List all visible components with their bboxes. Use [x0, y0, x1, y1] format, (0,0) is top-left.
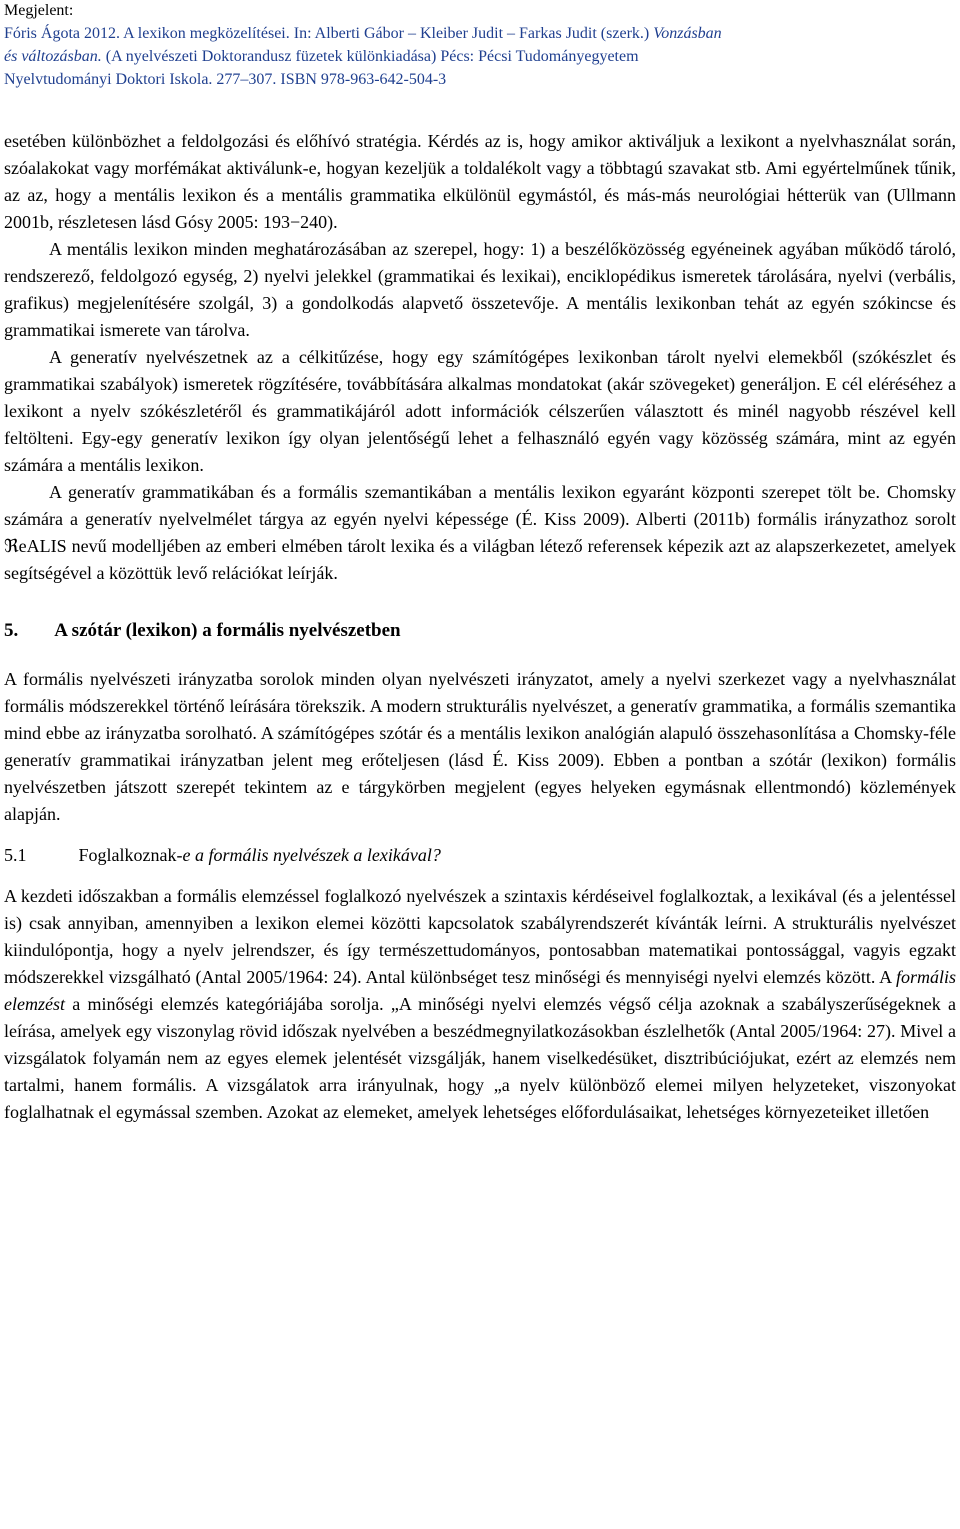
paragraph: esetében különbözhet a feldolgozási és előhívó stratégia. Kérdés az is, hogy amikor aktiváljuk a lexikont a nyelvhasználat során, szóalakokat vagy morfémákat aktiválunk-e, hogyan kezeljük a toldalékolt vagy a többtagú szavakat stb. Ami egyértelműnek tűnik, az az, hogy a mentális lexikon és a mentális grammatika elkülönül egymástól, és más-más neurológiai hétterük van (Ullmann 2001b, részletesen lásd Gósy 2005: 193−240).: [4, 131, 956, 232]
subsection-number: 5.1: [4, 845, 27, 865]
header-label: Megjelent:: [4, 2, 74, 19]
section-number: 5.: [4, 620, 19, 641]
citation-text: (A nyelvészeti Doktorandusz füzetek különkiadása) Pécs: Pécsi Tudományegyetem: [101, 48, 639, 65]
paragraph: A formális nyelvészeti irányzatba sorolok minden olyan nyelvészeti irányzatot, amely a nyelvi szerkezet vagy a nyelvhasználat formális módszerekkel történő leírására törekszik. A modern strukturális nyelvészet, a generatív grammatika, a formális szemantika mind ebbe az irányzatba sorolható. A számítógépes szótár és a mentális lexikon analógián alapuló összehasonlítása a Chomsky-féle generatív grammatikai irányzatban jelent meg erőteljesen (lásd É. Kiss 2009). Ebben a pontban a szótár (lexikon) formális nyelvészetben játszott szerepét tekintem az e tárgykörben megjelent (egyes helyeken egymásnak ellentmondó) közlemények alapján.: [4, 669, 956, 824]
subsection-title-italic: e a formális nyelvészek a lexikával?: [182, 845, 441, 865]
header-citation-line-3: Nyelvtudományi Doktori Iskola. 277–307. ISBN 978-963-642-504-3: [4, 71, 447, 88]
citation-italic-title: és változásban.: [4, 48, 102, 65]
paragraph-text: A kezdeti időszakban a formális elemzéssel foglalkozó nyelvészek a szintaxis kérdéseivel foglalkoztak, a lexikával (és a jelentéssel is) csak annyiban, amennyiben a lexikon elemei közötti kapcsolatok szabályrendszerét kívánták leírni. A strukturális nyelvészet kiindulópontja, hogy a nyelv jelrendszer, és így természettudományos, pontosabban matematikai pontossággal, vagyis egzakt módszerekkel vizsgálható (Antal 2005/1964: 24). Antal különbséget tesz minőségi és mennyiségi nyelvi elemzés között. A: [4, 886, 956, 987]
spacer: [4, 587, 956, 617]
citation-text: Fóris Ágota 2012. A lexikon megközelítései. In: Alberti Gábor – Kleiber Judit – Farkas Judit (szerk.): [4, 25, 654, 42]
spacer: [4, 828, 956, 842]
spacer: [4, 644, 956, 666]
document-body: [4, 128, 956, 1126]
publication-header: [0, 0, 960, 98]
paragraph: A generatív nyelvészetnek az a célkitűzése, hogy egy számítógépes lexikonban tárolt nyelvi elemekből (szókészlet és grammatikai szabályok) ismeretek rögzítésére, továbbítására alkalmas mondatokat (akár szövegeket) generáljon. E cél eléréséhez a lexikont a nyelv szókészletéről és grammatikájáról adott információk célszerűen választott és minél nagyobb részével kell feltölteni. Egy-egy generatív lexikon így olyan jelentőségű lehet a felhasználó egyén vagy közösség számára, mint az egyén számára a mentális lexikon.: [4, 347, 956, 475]
header-citation-line-1: [4, 23, 956, 45]
paragraph: [4, 883, 956, 1126]
subsection-title: Foglalkoznak-: [78, 845, 183, 865]
section-heading: [4, 617, 956, 644]
paragraph-italic-term: formális elemzést: [4, 967, 956, 1014]
paragraph-text: a minőségi elemzés kategóriájába sorolja. „A minőségi nyelvi elemzés végső célja azoknak a szabályszerűségeknek a leírása, amelyek egy viszonylag rövid időszak nyelvében a beszédmegnyilatkozásokban észlelhetők (Antal 2005/1964: 27). Mivel a vizsgálatok folyamán nem az egyes elemek jelentését vizsgálják, hanem viselkedésüket, disztribúciójukat, ezért az elemzés nem tartalmi, hanem formális. A vizsgálatok arra irányulnak, hogy „a nyelv különböző elemei milyen helyzeteket, viszonyokat foglalhatnak el egymással szemben. Azokat az elemeket, amelyek lehetséges előfordulásaikat, lehetséges környezeteiket illetően: [4, 994, 956, 1122]
paragraph: A mentális lexikon minden meghatározásában az szerepel, hogy: 1) a beszélőközösség egyéneinek agyában működő tároló, rendszerező, feldolgozó egység, 2) nyelvi jelekkel (grammatikai és lexikai), enciklopédikus ismeretek tárolására, nyelvi (verbális, grafikus) megjelenítésére szolgál, 3) a gondolkodás alapvető összetevője. A mentális lexikonban tehát az egyén szókincse és grammatikai ismerete van tárolva.: [4, 239, 956, 340]
paragraph: A generatív grammatikában és a formális szemantikában a mentális lexikon egyaránt központi szerepet tölt be. Chomsky számára a generatív nyelvelmélet tárgya az egyén nyelvi képessége (É. Kiss 2009). Alberti (2011b) formális irányzathoz sorolt ℜeALIS nevű modelljében az emberi elmében tárolt lexika és a világban létező referensek képezik azt az alapszerkezetet, amelyek segítségével a közöttük levő relációkat leírják.: [4, 482, 956, 583]
spacer: [4, 869, 956, 883]
citation-italic-title: Vonzásban: [653, 25, 722, 42]
subsection-heading: [4, 842, 956, 869]
header-citation-line-2: [4, 46, 956, 68]
section-title: A szótár (lexikon) a formális nyelvészetben: [54, 620, 401, 641]
